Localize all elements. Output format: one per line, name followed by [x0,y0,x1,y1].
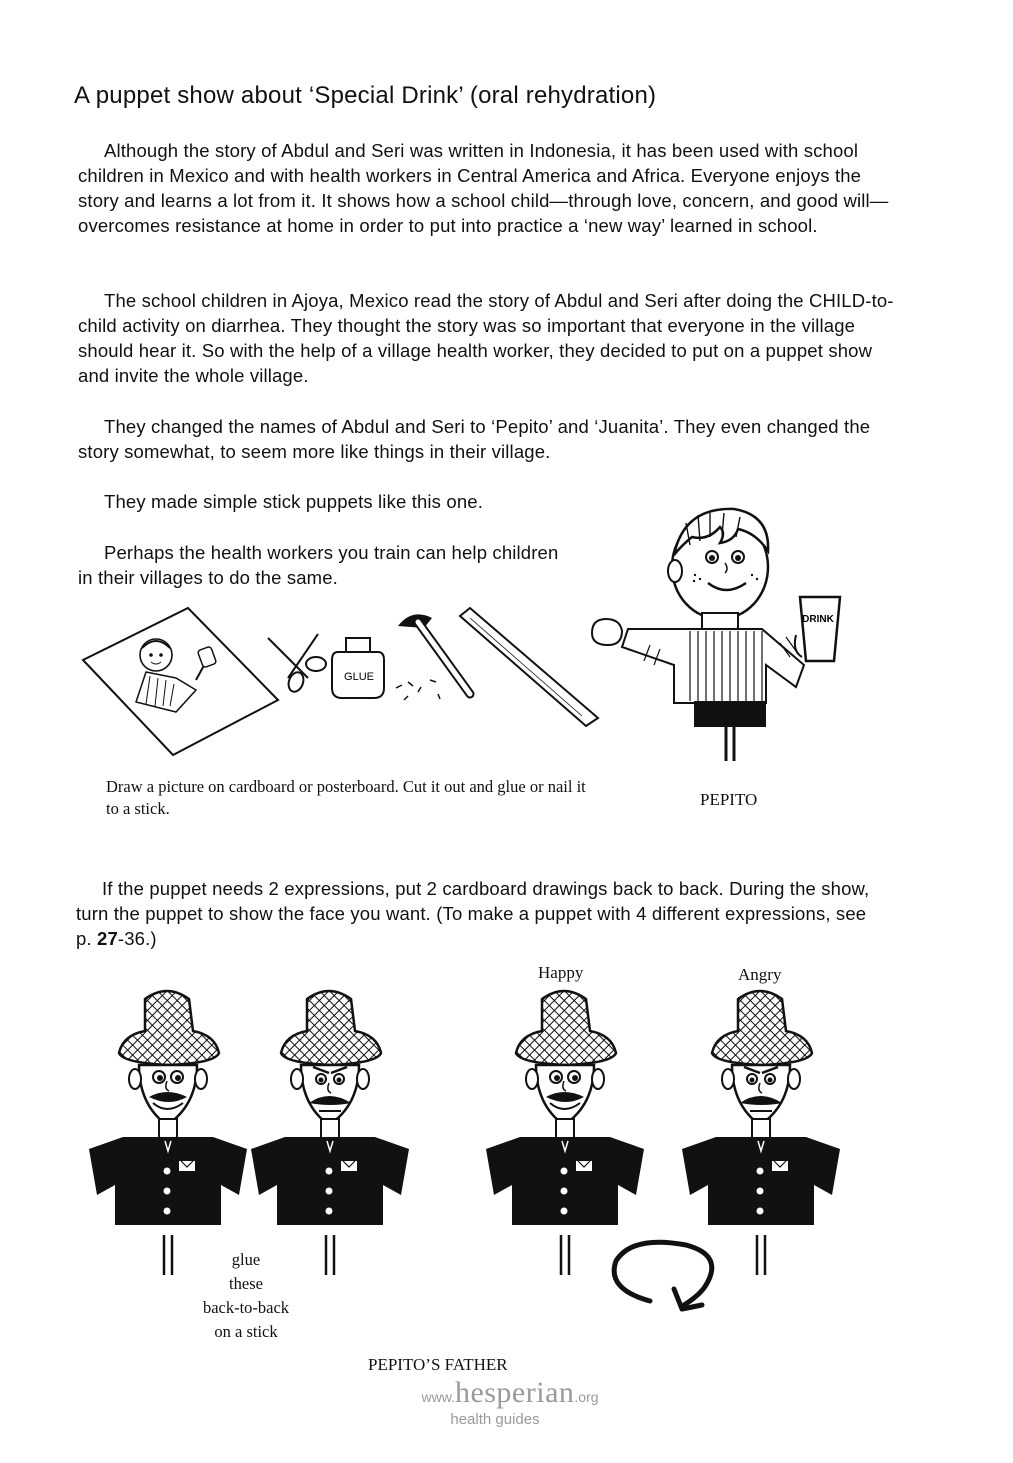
pepito-puppet-illustration [590,505,850,765]
nails-icon [396,680,440,700]
materials-illustration [78,600,618,770]
glue-jar-icon [332,638,384,698]
footer-brand: hesperian [454,1376,575,1409]
svg-text:GLUE: GLUE [344,671,374,683]
glue-back-to-back-note [176,1248,316,1344]
paragraph-health-workers-help: Perhaps the health workers you train can help children in their villages to do the same. [78,542,559,588]
footer-suffix: .org [574,1389,599,1405]
glue-note-line: on a stick [214,1322,278,1341]
footer-prefix: www. [421,1389,455,1405]
paragraph-stick-puppets: They made simple stick puppets like this one. [104,491,483,512]
paragraph-abdul-seri-story: Although the story of Abdul and Seri was written in Indonesia, it has been used with school children in Mexico and with health workers in Central America and Africa. Everyone enjoys the story and learns a lot from it. It shows how a school child—through love, concern, and good will—overcomes resistance at home in order to put into practice a ‘new way’ learned in school. [78,140,889,236]
pepito-shorts [694,701,766,727]
glue-note-line: back-to-back [202,1298,290,1317]
paragraph-changed-names: They changed the names of Abdul and Seri to ‘Pepito’ and ‘Juanita’. They even changed the story somewhat, to seem more like things in their village. [78,416,871,462]
page-title: A puppet show about ‘Special Drink’ (oral rehydration) [74,82,657,109]
turn-arrow-icon [600,1235,730,1325]
father-puppet-happy-front [93,985,243,1285]
scissors-icon [268,634,326,694]
happy-label: Happy [538,963,584,982]
father-puppet-angry-back [255,985,405,1285]
drink-cup-icon [795,597,840,661]
glue-note-line: these [229,1274,263,1293]
hesperian-watermark[interactable] [380,1378,640,1427]
angry-label: Angry [738,965,782,984]
pepito-fist [592,619,622,645]
pepito-head [668,509,768,619]
paragraph-ajoya-school-children: The school children in Ajoya, Mexico read the story of Abdul and Seri after doing the CHILD-to-child activity on diarrhea. They thought the story was so important that everyone in the village should hear it. So with the help of a village health worker, they decided to put on a puppet show and invite the whole village. [78,290,894,386]
wooden-stick-icon [460,608,598,726]
cardboard-drawing-icon [83,608,278,755]
materials-caption: Draw a picture on cardboard or posterboard. Cut it out and glue or nail it to a stick. [106,777,586,818]
footer-tagline: health guides [450,1411,540,1428]
pepitos-father-label: PEPITO’S FATHER [368,1355,508,1374]
glue-note-line: glue [231,1250,261,1269]
pepito-stick [726,727,734,761]
svg-text:DRINK: DRINK [802,614,834,625]
pepito-label: PEPITO [700,790,758,809]
pepito-sweater [622,629,804,703]
paragraph-two-expressions: If the puppet needs 2 expressions, put 2 cardboard drawings back to back. During the show, turn the puppet to show the face you want. (To make a puppet with 4 different expressions, see p. 27-36.) [76,878,870,949]
